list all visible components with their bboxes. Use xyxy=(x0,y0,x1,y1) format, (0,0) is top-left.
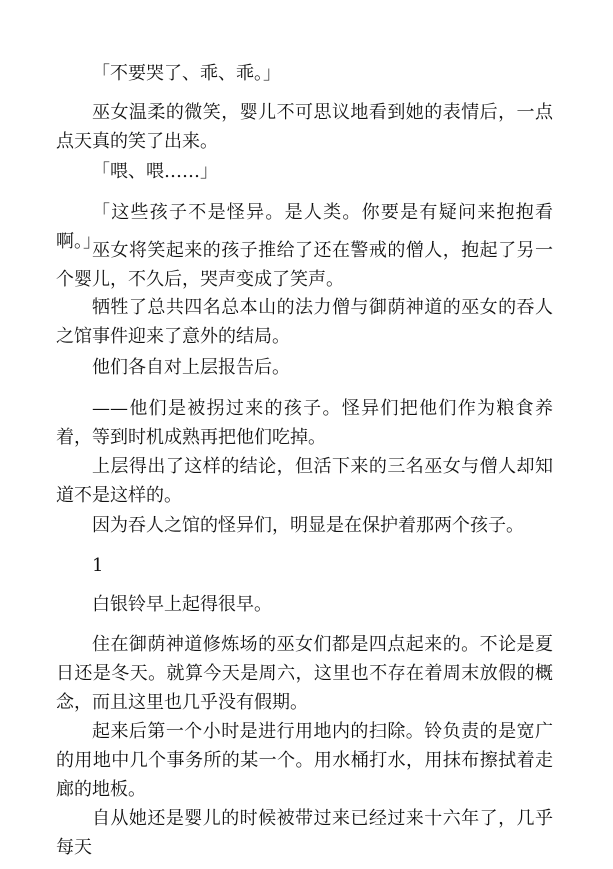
paragraph-9: 上层得出了这样的结论，但活下来的三名巫女与僧人却知道不是这样的。 xyxy=(56,456,553,506)
paragraph-6: 牺牲了总共四名总本山的法力僧与御荫神道的巫女的吞人之馆事件迎来了意外的结局。 xyxy=(56,297,553,347)
paragraph-7: 他们各自对上层报告后。 xyxy=(92,357,290,378)
section-number: 1 xyxy=(92,555,104,576)
paragraph-12: 住在御荫神道修炼场的巫女们都是四点起来的。不论是夏日还是冬天。就算今天是周六，这里也不存在着周末放假的概念，而且这里也几乎没有假期。 xyxy=(56,634,553,713)
paragraph-dialogue-1: 「不要哭了、乖、乖。」 xyxy=(92,63,281,84)
paragraph-14: 自从她还是婴儿的时候被带过来已经过来十六年了，几乎每天 xyxy=(56,808,553,858)
paragraph-8: ——他们是被拐过来的孩子。怪异们把他们作为粮食养着，等到时机成熟再把他们吃掉。 xyxy=(56,398,553,448)
paragraph-11: 白银铃早上起得很早。 xyxy=(92,594,272,615)
paragraph-13: 起来后第一个小时是进行用地内的扫除。铃负责的是宽广的用地中几个事务所的某一个。用水桶打水，用抹布擦拭着走廊的地板。 xyxy=(56,721,553,800)
paragraph-5: 巫女将笑起来的孩子推给了还在警戒的僧人，抱起了另一个婴儿，不久后，哭声变成了笑声。 xyxy=(56,240,553,290)
paragraph-dialogue-4: 「这些孩子不是怪异。是人类。你要是有疑问来抱抱看啊。」 xyxy=(56,202,553,252)
paragraph-dialogue-3: 「喂、喂……」 xyxy=(92,161,218,182)
paragraph-2: 巫女温柔的微笑，婴儿不可思议地看到她的表情后，一点点天真的笑了出来。 xyxy=(56,102,553,152)
paragraph-10: 因为吞人之馆的怪异们，明显是在保护着那两个孩子。 xyxy=(92,515,524,536)
